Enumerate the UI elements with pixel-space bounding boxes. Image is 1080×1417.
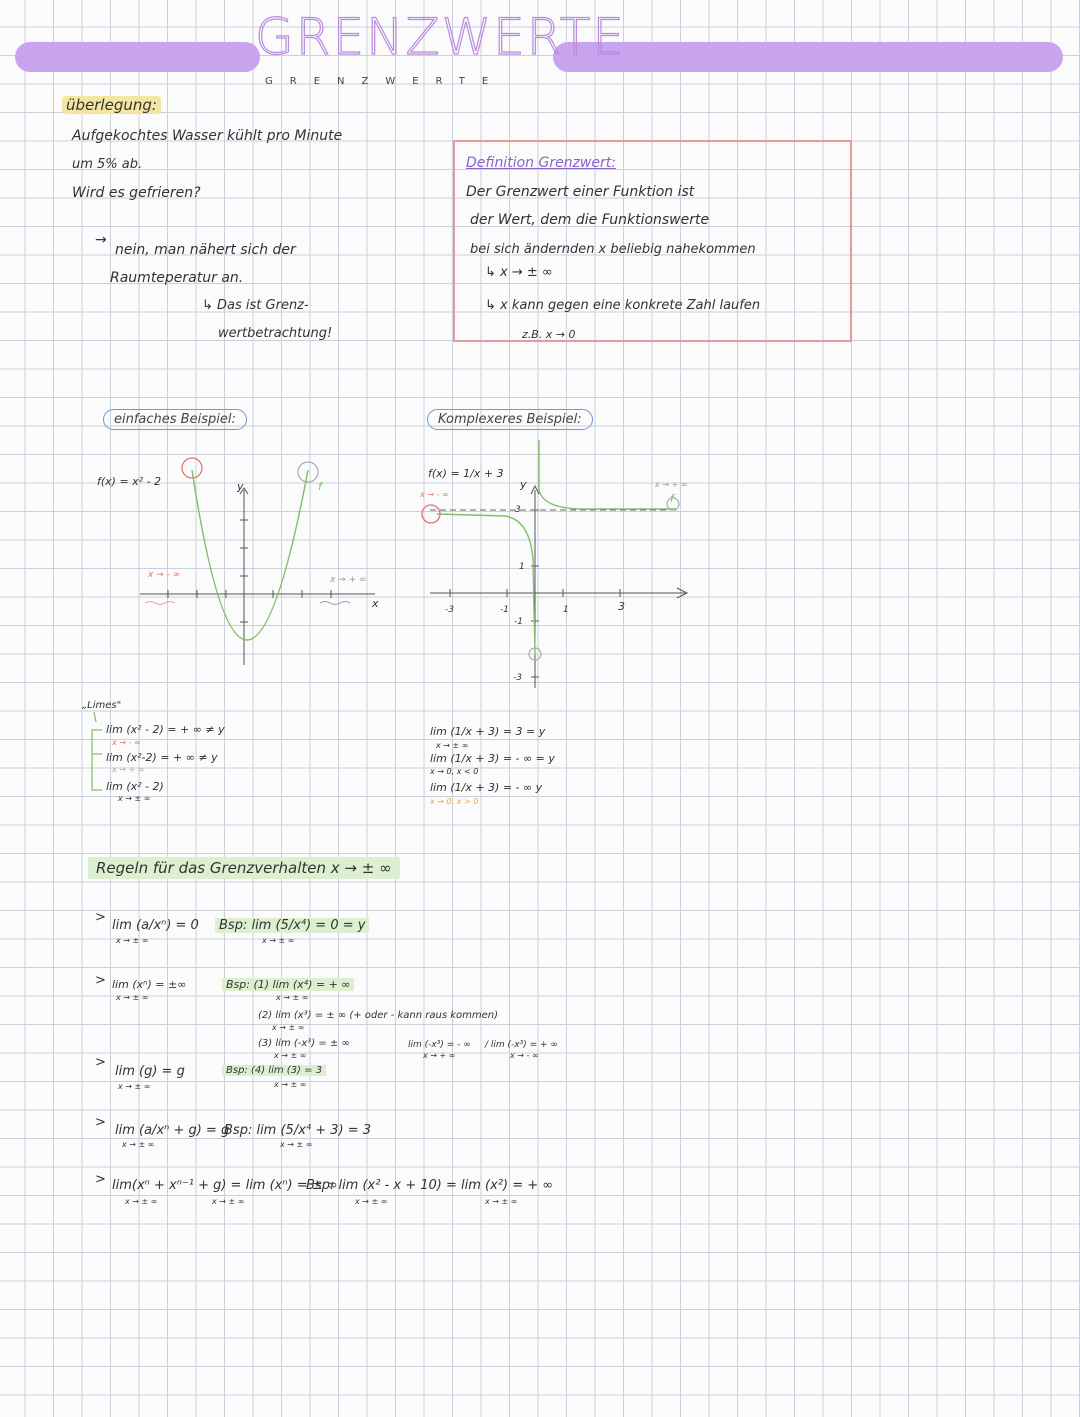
complex-lim2: lim (1/x + 3) = - ∞ = y bbox=[430, 752, 555, 765]
rule2-sub: x → ± ∞ bbox=[116, 993, 149, 1002]
rule2-bullet: > bbox=[95, 973, 106, 988]
complex-curve-left bbox=[437, 514, 535, 655]
page-title: GRENZWERTE bbox=[255, 8, 627, 66]
simple-func: f(x) = x² - 2 bbox=[97, 475, 162, 488]
complex-lim1: lim (1/x + 3) = 3 = y bbox=[430, 725, 546, 738]
rule2-example2: (2) lim (x³) = ± ∞ (+ oder - kann raus kommen) bbox=[258, 1010, 499, 1021]
simple-left-circle bbox=[182, 458, 202, 478]
complex-func: f(x) = 1/x + 3 bbox=[428, 467, 504, 480]
rule3-sub: x → ± ∞ bbox=[118, 1082, 151, 1091]
complex-tm1b: -1 bbox=[514, 617, 523, 627]
intro-heading: überlegung: bbox=[62, 96, 161, 114]
rule4-bullet: > bbox=[95, 1115, 106, 1130]
rule5: lim(xⁿ + xⁿ⁻¹ + g) = lim (xⁿ) = ± ∞ bbox=[112, 1178, 338, 1193]
simple-left-wave bbox=[145, 602, 175, 605]
simple-lim2-sub: x → + ∞ bbox=[112, 765, 145, 774]
complex-t1x: 1 bbox=[563, 605, 569, 615]
simple-lim2: lim (x²-2) = + ∞ ≠ y bbox=[106, 751, 218, 764]
rule5-sub2: x → ± ∞ bbox=[212, 1197, 245, 1206]
rule4-example: Bsp: lim (5/x⁴ + 3) = 3 bbox=[224, 1123, 372, 1138]
rule4: lim (a/xⁿ + g) = g bbox=[115, 1123, 230, 1138]
definition-l2: der Wert, dem die Funktionswerte bbox=[470, 212, 710, 228]
complex-left-arrow: x → - ∞ bbox=[420, 490, 449, 499]
rule2-example1: Bsp: (1) lim (x⁴) = + ∞ bbox=[222, 978, 354, 991]
rule1: lim (a/xⁿ) = 0 bbox=[112, 918, 199, 933]
rule1-bullet: > bbox=[95, 910, 106, 925]
rule1-sub: x → ± ∞ bbox=[116, 936, 149, 945]
complex-lim3: lim (1/x + 3) = - ∞ y bbox=[430, 781, 543, 794]
page-title-small: GRENZWERTE bbox=[265, 76, 506, 87]
simple-right-arrow: x → + ∞ bbox=[330, 575, 367, 585]
definition-l1: Der Grenzwert einer Funktion ist bbox=[466, 184, 695, 200]
simple-example-label: einfaches Beispiel: bbox=[103, 409, 247, 430]
definition-l3: bei sich ändernden x beliebig nahekommen bbox=[470, 242, 756, 257]
simple-right-wave bbox=[320, 602, 350, 605]
rule3-example: Bsp: (4) lim (3) = 3 bbox=[222, 1065, 326, 1076]
intro-line1: Aufgekochtes Wasser kühlt pro Minute bbox=[72, 128, 343, 144]
simple-limes: „Limes" bbox=[82, 700, 122, 711]
complex-lim1-sub: x → ± ∞ bbox=[436, 741, 469, 750]
rule5-sub1: x → ± ∞ bbox=[125, 1197, 158, 1206]
complex-ylabel: y bbox=[520, 478, 527, 491]
complex-graph bbox=[415, 440, 705, 690]
rule2: lim (xⁿ) = ±∞ bbox=[112, 978, 187, 991]
rule2-side1-sub: x → + ∞ bbox=[423, 1051, 456, 1060]
header-bar-right bbox=[553, 42, 1063, 72]
rule2-example1-sub: x → ± ∞ bbox=[276, 993, 309, 1002]
intro-answer1: nein, man nähert sich der bbox=[115, 242, 296, 258]
simple-left-arrow: x → - ∞ bbox=[148, 570, 181, 580]
rule5-example-sub2: x → ± ∞ bbox=[485, 1197, 518, 1206]
rule1-example: Bsp: lim (5/x⁴) = 0 = y bbox=[215, 918, 369, 933]
rules-heading: Regeln für das Grenzverhalten x → ± ∞ bbox=[88, 857, 400, 879]
complex-tm1: -1 bbox=[500, 605, 509, 615]
complex-t1: 1 bbox=[519, 562, 525, 572]
complex-curve-right bbox=[539, 440, 677, 509]
complex-lim2-sub: x → 0, x < 0 bbox=[430, 767, 479, 776]
intro-note1: ↳ Das ist Grenz- bbox=[202, 298, 309, 313]
rule4-example-sub: x → ± ∞ bbox=[280, 1140, 313, 1149]
simple-lim1: lim (x² - 2) = + ∞ ≠ y bbox=[106, 723, 225, 736]
simple-lim3-sub: x → ± ∞ bbox=[118, 794, 151, 803]
simple-parabola bbox=[192, 470, 308, 640]
complex-tm3: -3 bbox=[445, 605, 454, 615]
simple-xlabel: x bbox=[372, 597, 379, 610]
simple-lim-bracket bbox=[88, 712, 108, 797]
rule2-side2: / lim (-x³) = + ∞ bbox=[485, 1040, 558, 1050]
rule1-example-sub: x → ± ∞ bbox=[262, 936, 295, 945]
rule5-bullet: > bbox=[95, 1172, 106, 1187]
simple-lim1-sub: x → - ∞ bbox=[112, 738, 141, 747]
rule3-bullet: > bbox=[95, 1055, 106, 1070]
complex-curve-label: f bbox=[670, 492, 674, 505]
complex-t3x: 3 bbox=[618, 600, 625, 613]
rule3: lim (g) = g bbox=[115, 1064, 185, 1079]
definition-l6: z.B. x → 0 bbox=[522, 328, 576, 341]
intro-note2: wertbetrachtung! bbox=[218, 326, 333, 341]
intro-answer2: Raumteperatur an. bbox=[110, 270, 244, 286]
intro-line2: um 5% ab. bbox=[72, 157, 143, 172]
complex-right-arrow: x → + ∞ bbox=[655, 480, 688, 489]
rule4-sub: x → ± ∞ bbox=[122, 1140, 155, 1149]
definition-l4: ↳ x → ± ∞ bbox=[485, 265, 553, 280]
simple-ylabel: y bbox=[237, 480, 244, 493]
rule2-example3-sub: x → ± ∞ bbox=[274, 1051, 307, 1060]
complex-t3: 3 bbox=[515, 505, 521, 515]
complex-tm3b: -3 bbox=[513, 673, 522, 683]
simple-curve-label: f bbox=[318, 480, 322, 493]
rule5-example: Bsp: lim (x² - x + 10) = lim (x²) = + ∞ bbox=[306, 1178, 554, 1193]
rule2-side2-sub: x → - ∞ bbox=[510, 1051, 539, 1060]
header-bar-left bbox=[15, 42, 260, 72]
rule2-example3: (3) lim (-x³) = ± ∞ bbox=[258, 1038, 350, 1049]
definition-heading: Definition Grenzwert: bbox=[466, 155, 616, 171]
complex-example-label: Komplexeres Beispiel: bbox=[427, 409, 593, 430]
rule3-example-sub: x → ± ∞ bbox=[274, 1080, 307, 1089]
rule2-side1: lim (-x³) = - ∞ bbox=[408, 1040, 471, 1050]
definition-l5: ↳ x kann gegen eine konkrete Zahl laufen bbox=[485, 298, 761, 313]
intro-arrow: → bbox=[95, 232, 107, 248]
rule5-example-sub1: x → ± ∞ bbox=[355, 1197, 388, 1206]
simple-lim3: lim (x² - 2) bbox=[106, 780, 164, 793]
intro-line3: Wird es gefrieren? bbox=[72, 185, 201, 201]
complex-lim3-sub: x → 0, x > 0 bbox=[430, 797, 479, 806]
simple-graph bbox=[120, 450, 400, 670]
rule2-example2-sub: x → ± ∞ bbox=[272, 1023, 305, 1032]
